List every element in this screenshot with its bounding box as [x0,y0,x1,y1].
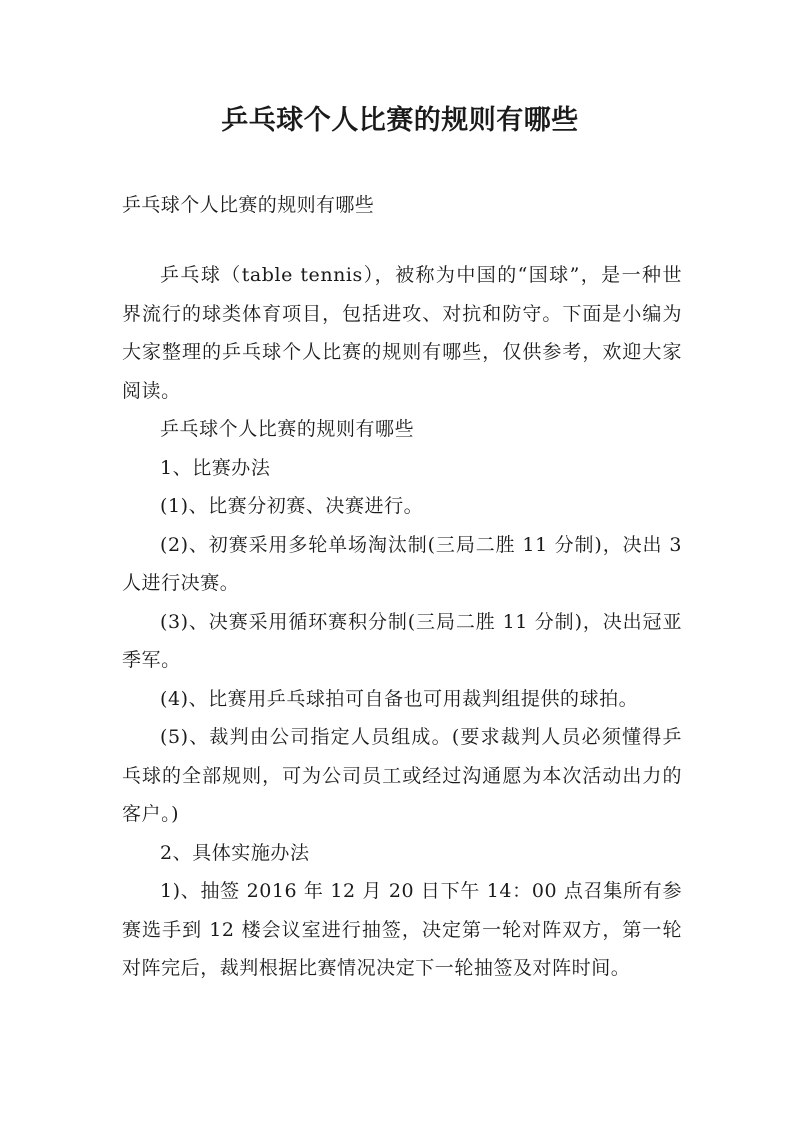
paragraph-intro: 乒乓球（table tennis），被称为中国的“国球”，是一种世界流行的球类体育项目，包括进攻、对抗和防守。下面是小编为大家整理的乒乓球个人比赛的规则有哪些，仅供参考，欢迎大家阅读。 [122,264,682,402]
paragraph-item-1: (1)、比赛分初赛、决赛进行。 [160,495,424,517]
paragraph-item-3: (3)、决赛采用循环赛积分制(三局二胜 11 分制)，决出冠亚季军。 [122,610,682,671]
paragraph-item-5: (5)、裁判由公司指定人员组成。(要求裁判人员必须懂得乒乓球的全部规则，可为公司员工或经过沟通愿为本次活动出力的客户。) [122,726,682,825]
document-title: 乒乓球个人比赛的规则有哪些 [221,105,579,136]
paragraph-heading-rules: 乒乓球个人比赛的规则有哪些 [160,418,415,440]
paragraph-item-2: (2)、初赛采用多轮单场淘汰制(三局二胜 11 分制)，决出 3 人进行决赛。 [122,533,682,594]
document-body [122,256,682,988]
paragraph-item-4: (4)、比赛用乒乓球拍可自备也可用裁判组提供的球拍。 [160,687,639,710]
section-heading-competition-method: 1、比赛办法 [160,456,271,479]
section-heading-implementation: 2、具体实施办法 [160,841,310,864]
paragraph-draw: 1)、抽签 2016 年 12 月 20 日下午 14：00 点召集所有参赛选手到 12 楼会议室进行抽签，决定第一轮对阵双方，第一轮对阵完后，裁判根据比赛情况决定下一轮抽签及对阵时间。 [122,880,682,979]
document-subtitle: 乒乓球个人比赛的规则有哪些 [122,194,375,216]
